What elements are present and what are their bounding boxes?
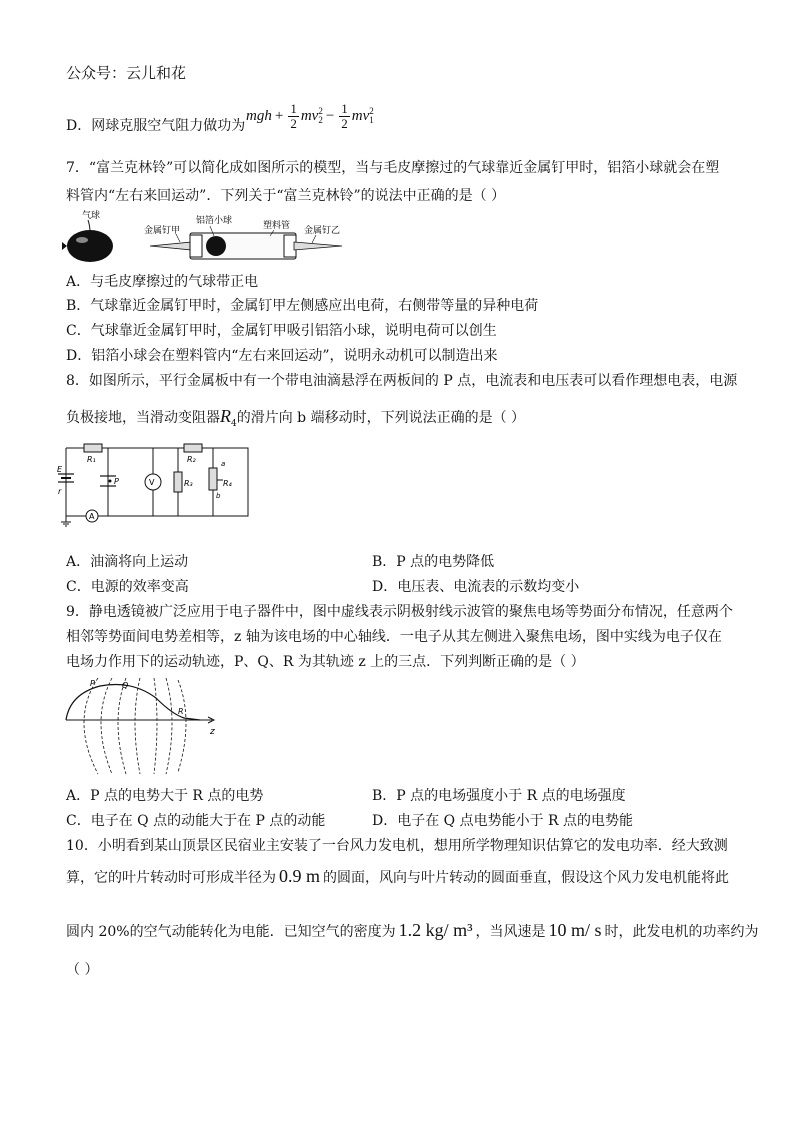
nail-a-label: 金属钉甲 (144, 226, 181, 236)
label-a: a (221, 460, 226, 468)
sup: 2 (369, 106, 374, 116)
tube-label: 塑料管 (263, 221, 291, 231)
q7-figure-franklin-bell (60, 206, 360, 272)
formula-plus: + (274, 108, 284, 124)
q10-radius-value: 0.9 m (279, 866, 321, 886)
label-e: E (57, 465, 63, 474)
q9-line1: 9．静电透镜被广泛应用于电子器件中，图中虚线表示阴极射线示波管的聚焦电场等势面分布情况，任意两个 (66, 604, 733, 620)
balloon-highlight (76, 237, 88, 243)
rheostat-r4 (209, 468, 217, 490)
q10-line3-part-b: ，当风速是 (475, 924, 546, 940)
label-r1: R₁ (87, 455, 96, 464)
q10-line2 (66, 866, 729, 888)
q7-option-d: D．铝箔小球会在塑料管内“左右来回运动”，说明永动机可以制造出来 (66, 348, 498, 364)
q8-line1: 8．如图所示，平行金属板中有一个带电油滴悬浮在两板间的 P 点，电流表和电压表可以看作理想电表，电源 (66, 373, 738, 389)
label-p-point: P (90, 679, 95, 688)
q9-option-b: B．P 点的电场强度小于 R 点的电场强度 (372, 788, 626, 804)
equipotential-lines (84, 678, 186, 774)
oil-drop-p (109, 480, 112, 483)
q10-answer-bracket: （ ） (66, 962, 99, 978)
label-b: b (216, 492, 221, 500)
q7-option-a: A．与毛皮摩擦过的气球带正电 (66, 274, 259, 290)
label-z: z (210, 727, 215, 737)
label-v: V (149, 478, 155, 487)
formula-mv1-indices (369, 107, 374, 125)
q8-circuit-diagram (58, 438, 268, 528)
formula-half-2 (339, 102, 350, 131)
formula-mv2: mv (300, 108, 319, 124)
sup: 2 (318, 106, 323, 116)
formula-minus: − (325, 108, 335, 124)
q10-line1: 10．小明看到某山顶景区民宿业主安装了一台风力发电机，想用所学物理知识估算它的发电功率．经大致测 (66, 838, 728, 854)
q10-speed-value: 10 m/ s (548, 920, 602, 940)
q8-option-b: B．P 点的电势降低 (372, 554, 495, 570)
foil-ball (206, 236, 226, 256)
publisher-label: 公众号：云儿和花 (66, 64, 187, 82)
q10-line3-part-c: 时，此发电机的功率约为 (604, 924, 759, 940)
q6-option-d: D．网球克服空气阻力做功为 (66, 118, 246, 134)
label-ammeter-a: A (89, 512, 95, 521)
sub: 1 (369, 115, 374, 125)
frac-num: 1 (341, 100, 348, 116)
resistor-r3 (174, 472, 182, 492)
nail-b-shape (294, 242, 342, 250)
balloon-knot (62, 242, 67, 250)
frac-num: 1 (290, 100, 297, 116)
nail-b-label: 金属钉乙 (304, 226, 341, 236)
label-r2: R₂ (187, 455, 196, 464)
q8-option-c: C．电源的效率变高 (66, 579, 189, 595)
plastic-tube (190, 233, 296, 259)
q9-option-d: D．电子在 Q 点电势能小于 R 点的电势能 (372, 813, 634, 829)
tube-cap-left (190, 235, 202, 257)
pointer-line (312, 235, 316, 243)
label-q-point: Q (122, 681, 129, 690)
label-r4: R₄ (223, 479, 232, 488)
q8-line2-part-a: 负极接地，当滑动变阻器 (66, 410, 220, 426)
q7-line2: 料管内“左右来回运动”．下列关于“富兰克林铃”的说法中正确的是（ ） (66, 188, 506, 204)
q9-option-c: C．电子在 Q 点的动能大于在 P 点的动能 (66, 813, 326, 829)
resistor-r1 (84, 444, 102, 452)
frac-den: 2 (341, 115, 348, 131)
label-r3: R₃ (184, 479, 193, 488)
q6-formula (246, 96, 374, 136)
ball-label: 铝箔小球 (196, 216, 233, 226)
balloon-shape (67, 230, 113, 262)
nail-a-shape (150, 242, 192, 250)
q9-line2: 相邻等势面间电势差相等，z 轴为该电场的中心轴线．一电子从其左侧进入聚焦电场，图中实线为电子仅在 (66, 629, 722, 645)
frac-den: 2 (290, 115, 297, 131)
formula-term-mgh: mgh (246, 108, 272, 124)
formula-mv1: mv (351, 108, 370, 124)
q10-line2-part-b: 的圆面，风向与叶片转动的圆面垂直，假设这个风力发电机能将此 (323, 870, 730, 886)
q8-line2 (66, 406, 525, 434)
q8-r4-symbol: R (220, 406, 231, 426)
balloon-label: 气球 (82, 211, 101, 221)
q7-option-b: B．气球靠近金属钉甲时，金属钉甲左侧感应出电荷，右侧带等量的异种电荷 (66, 298, 539, 314)
sub: 2 (318, 115, 323, 125)
label-r-point: R (178, 707, 184, 716)
q8-option-a: A．油滴将向上运动 (66, 554, 189, 570)
formula-mv2-indices (318, 107, 323, 125)
q10-density-value: 1.2 kg/ m³ (398, 920, 473, 940)
q8-r4-sub: 4 (231, 418, 237, 429)
q10-line2-part-a: 算，它的叶片转动时可形成半径为 (66, 870, 276, 886)
q10-line3-part-a: 圆内 20%的空气动能转化为电能．已知空气的密度为 (66, 924, 396, 940)
resistor-r2 (184, 444, 202, 452)
label-r: r (58, 487, 62, 496)
q7-line1: 7．“富兰克林铃”可以简化成如图所示的模型，当与毛皮摩擦过的气球靠近金属钉甲时，铝箔小球就会在塑 (66, 160, 720, 176)
ground-symbol (61, 516, 71, 526)
label-p: P (114, 477, 119, 486)
q9-option-a: A．P 点的电势大于 R 点的电势 (66, 788, 264, 804)
q10-line3 (66, 920, 759, 942)
q8-option-d: D．电压表、电流表的示数均变小 (372, 579, 580, 595)
q7-option-c: C．气球靠近金属钉甲时，金属钉甲吸引铝箔小球，说明电荷可以创生 (66, 323, 497, 339)
q9-figure-electrostatic-lens (60, 674, 230, 778)
q9-line3: 电场力作用下的运动轨迹，P、Q、R 为其轨迹 z 上的三点．下列判断正确的是（ ） (66, 654, 585, 670)
formula-half-1 (288, 102, 299, 131)
q8-line2-part-b: 的滑片向 b 端移动时，下列说法正确的是（ ） (236, 410, 526, 426)
